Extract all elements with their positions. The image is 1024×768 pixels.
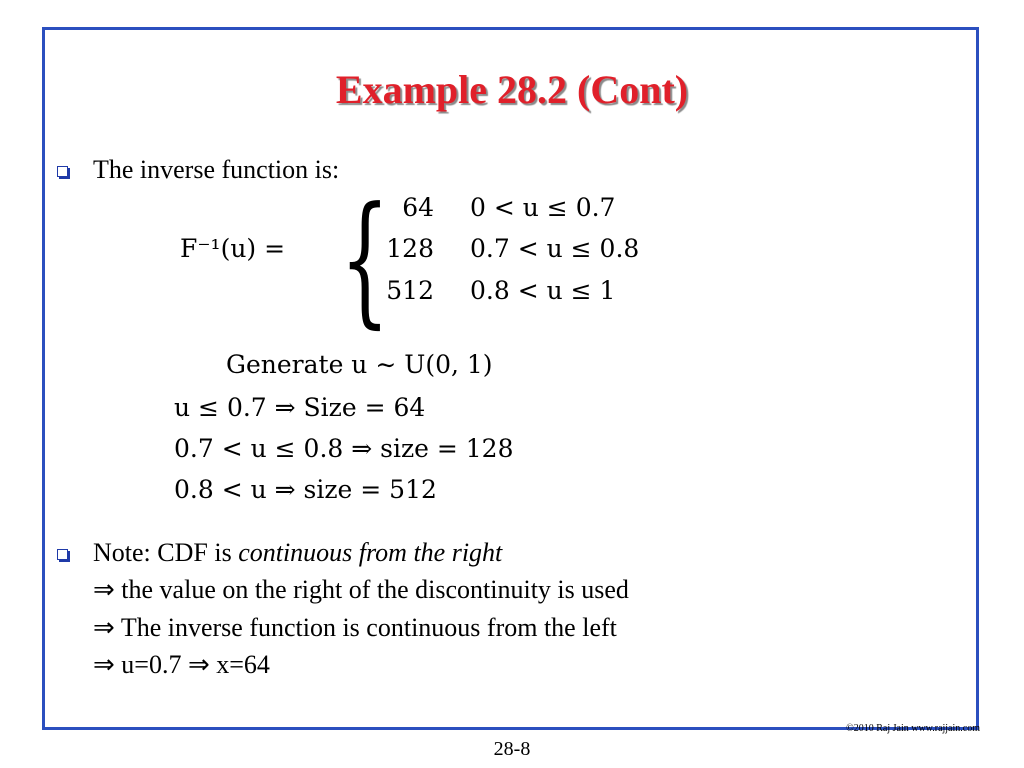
note-line: ⇒ The inverse function is continuous from the left: [93, 613, 617, 642]
page-number: 28-8: [493, 738, 531, 760]
rule-line: 0.8 < u ⇒ size = 512: [174, 475, 437, 504]
generate-line: Generate u ∼ U(0, 1): [226, 350, 493, 379]
piecewise-value: 64: [402, 193, 434, 222]
copyright-text: ©2010 Raj Jain www.rajjain.com: [846, 723, 980, 734]
bullet-text-inverse: The inverse function is:: [93, 155, 340, 184]
piecewise-condition: 0.7 < u ≤ 0.8: [470, 234, 640, 263]
piecewise-lhs: F⁻¹(u) =: [180, 234, 286, 263]
piecewise-condition: 0.8 < u ≤ 1: [470, 276, 616, 305]
note-line: ⇒ u=0.7 ⇒ x=64: [93, 650, 270, 679]
note-emphasis: continuous from the right: [238, 538, 503, 567]
rule-line: 0.7 < u ≤ 0.8 ⇒ size = 128: [174, 434, 514, 463]
piecewise-value: 128: [386, 234, 434, 263]
piecewise-value: 512: [386, 276, 434, 305]
bullet-text-note: [93, 540, 502, 566]
bullet-icon: [57, 549, 68, 560]
left-brace-icon: {: [340, 177, 390, 342]
note-prefix: Note: CDF is: [93, 538, 239, 567]
slide-title: Example 28.2 (Cont): [335, 67, 689, 112]
bullet-icon: [57, 166, 68, 177]
note-line: ⇒ the value on the right of the discontinuity is used: [93, 575, 629, 604]
rule-line: u ≤ 0.7 ⇒ Size = 64: [174, 393, 426, 422]
piecewise-condition: 0 < u ≤ 0.7: [470, 193, 616, 222]
